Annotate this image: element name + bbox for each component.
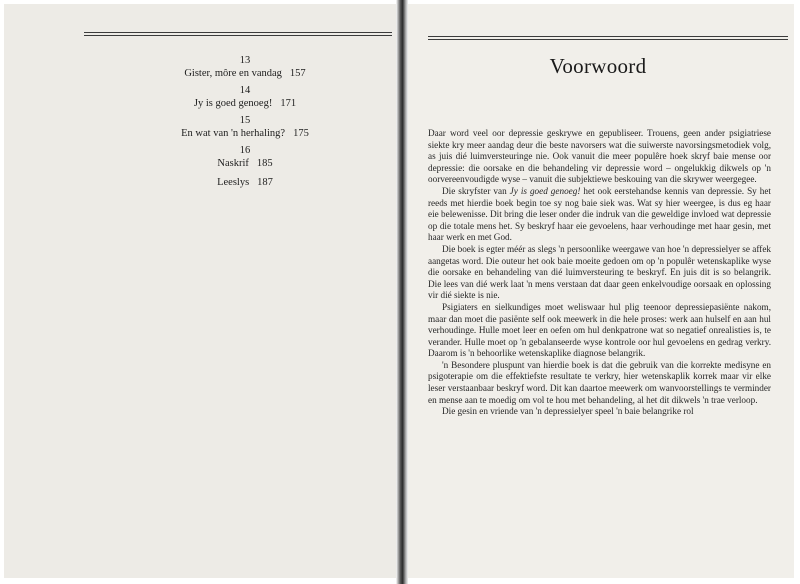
toc-entry — [150, 114, 340, 140]
paragraph-text: Die skryfster van — [442, 185, 510, 196]
left-page-header-rule — [84, 32, 392, 36]
toc-entry — [150, 144, 340, 170]
right-page-header-rule — [428, 36, 788, 40]
paragraph-text: het ook eerstehandse kennis van depressie. Sy het reeds met hierdie boek begin toe sy nog baie siek was. Wat sy hier weergee, is dus eg haar eie belewenisse. Dit bring die leser onder die indruk van die geweldige invloed wat depressie op die totale mens het. Sy beskryf haar eie gevoelens, haar verhoudinge met haar gesin, met haar werk en met God. — [428, 185, 771, 243]
toc-entry — [150, 84, 340, 110]
toc-title: Naskrif — [217, 158, 249, 169]
paragraph: Psigiaters en sielkundiges moet weliswaar hul plig teenoor depressiepasiënte nakom, maar dan moet die pasiënte self ook meewerk in die hele proses: werk aan hulself en aan hul verhoudinge. Hulle moet leer en oefen om hul denkpatrone wat so negatief onrealisties is, te verander. Hulle moet op 'n gebalanseerde wyse kontrole oor hul gevoelens en gedrag verkry. Daarom is 'n behoorlike wetenskaplike diagnose belangrik. — [428, 301, 771, 359]
toc-title: En wat van 'n herhaling? — [181, 128, 286, 139]
toc-number: 15 — [239, 115, 251, 126]
toc-entry — [150, 176, 340, 189]
book-binding — [396, 0, 408, 584]
book-title-italic: Jy is goed genoeg! — [509, 185, 581, 196]
chapter-body — [428, 128, 771, 418]
toc-page: 175 — [293, 128, 309, 139]
toc-page: 187 — [257, 177, 273, 188]
paragraph: Die gesin en vriende van 'n depressielyer speel 'n baie belangrike rol — [442, 406, 694, 417]
toc-page: 171 — [280, 98, 297, 109]
toc-page: 185 — [256, 158, 273, 169]
paragraph: Die boek is egter méér as slegs 'n persoonlike weergawe van hoe 'n depressielyer se affek aangetas word. Die outeur het ook baie moeite gedoen om op 'n populêr wetenskaplike wyse die oorsake en behandeling van dié luimversteuring te beskryf. En juis dit is so belangrik. Die lees van dié werk laat 'n mens verstaan dat daar geen enkelvoudige oorsaak en oplossing vir dié siekte is nie. — [428, 243, 771, 301]
toc-number: 14 — [239, 85, 251, 96]
paragraph: 'n Besondere pluspunt van hierdie boek is dat die gebruik van die korrekte medisyne en psigoterapie om die effektiefste resultate te verkry, hier wetenskaplik korrek maar vir elke leser verstaanbaar beskryf word. Dit kan daartoe meewerk om wanvoorstellings te verminder en mense aan te moedig om vol te hou met behandeling, al het dit dikwels 'n trae verloop. — [428, 359, 771, 405]
toc-entry — [150, 54, 340, 80]
toc-title: Jy is goed genoeg! — [193, 98, 273, 109]
toc-number: 13 — [239, 55, 251, 66]
toc-page: 157 — [289, 68, 306, 79]
toc-number: 16 — [239, 145, 251, 156]
paragraph: Daar word veel oor depressie geskrywe en gepubliseer. Trouens, geen ander psigiatriese siekte kry meer aandag deur die beste navorsers wat die suiwerste navorsingsmetodiek volg, as juis dié luimversteuringe nie. Ook vanuit die meer populêre hoek skryf baie mense oor depressie: die oorsake en die behandeling vir depressie word – ongelukkig dikwels op 'n oorvereenvoudigde wyse – vanuit die subjektiewe beskouing van die skrywer weergegee. — [428, 128, 771, 185]
toc-title: Gister, môre en vandag — [184, 68, 282, 79]
chapter-title: Voorwoord — [549, 54, 647, 78]
toc-title: Leeslys — [217, 177, 250, 188]
paragraph — [428, 186, 771, 244]
